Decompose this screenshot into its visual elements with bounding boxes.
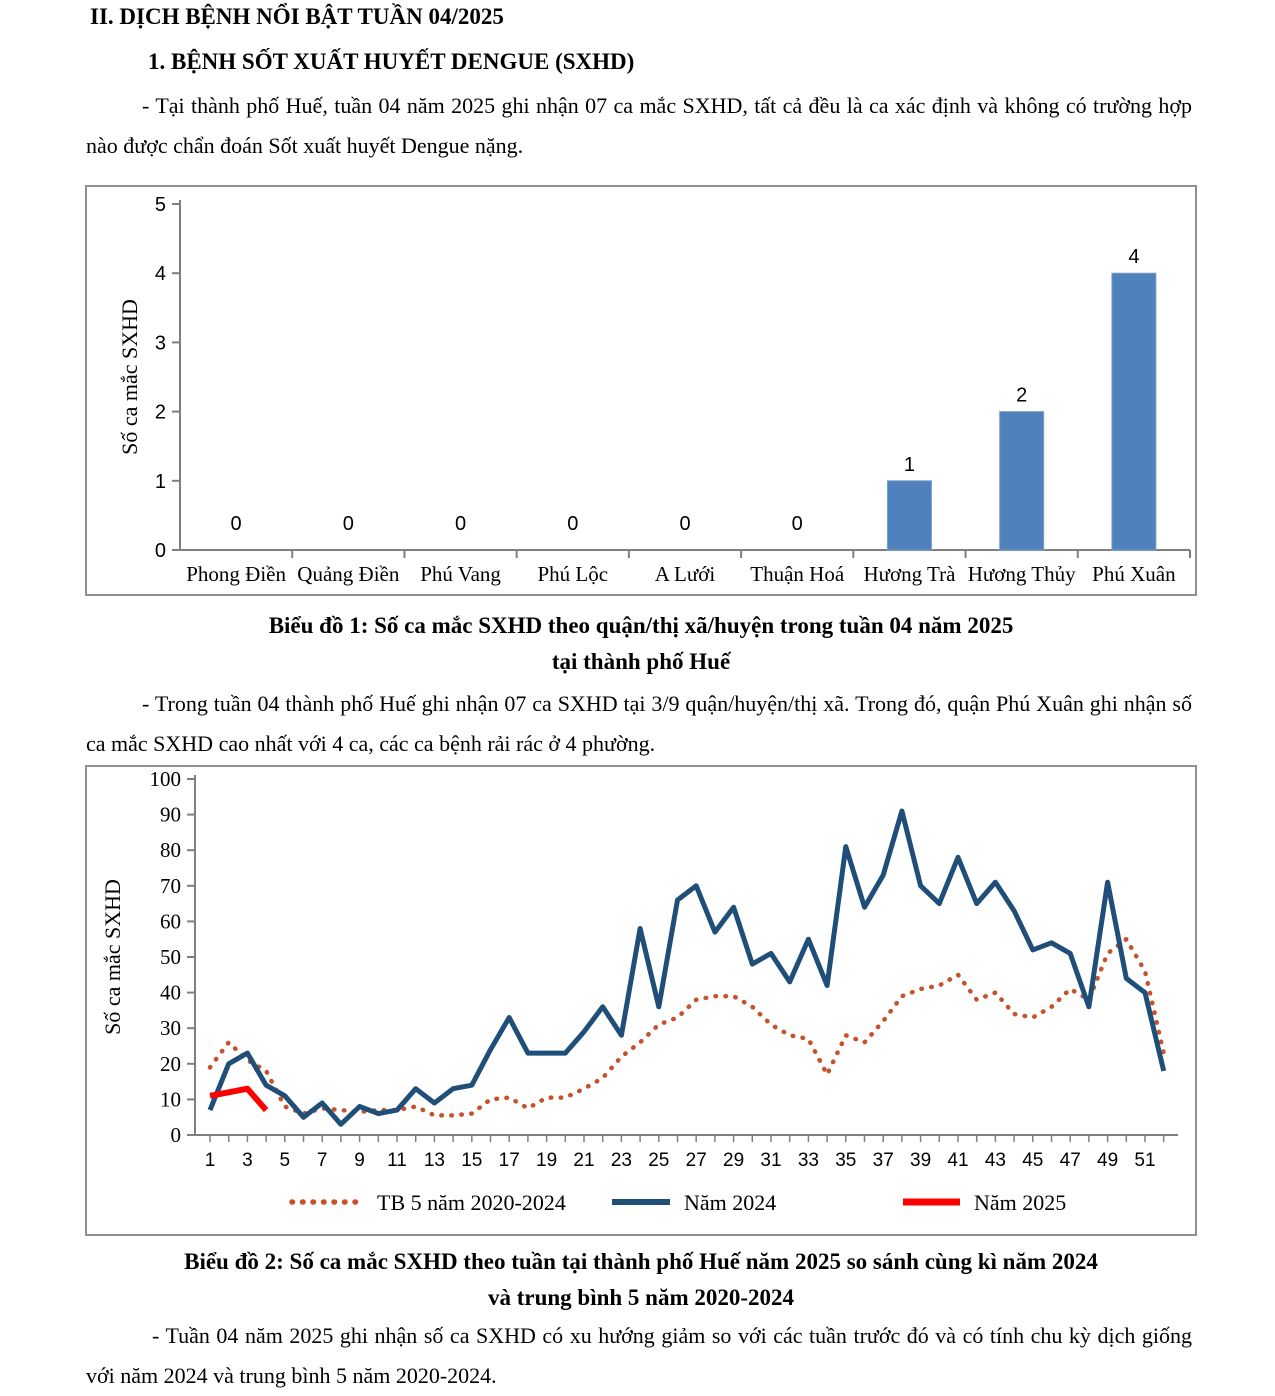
series-line-0 xyxy=(210,939,1164,1115)
bar-value-label: 2 xyxy=(1016,384,1028,407)
y-tick-label: 80 xyxy=(160,838,181,863)
x-category-label: Phong Điền xyxy=(186,562,286,586)
bar-value-label: 0 xyxy=(567,513,579,535)
series-line-1 xyxy=(210,811,1164,1124)
y-tick-label: 50 xyxy=(160,945,181,969)
bar-6 xyxy=(887,481,931,550)
x-tick-label: 7 xyxy=(316,1150,328,1171)
section-heading: II. DỊCH BỆNH NỔI BẬT TUẦN 04/2025 xyxy=(90,4,504,29)
x-tick-label: 23 xyxy=(610,1150,632,1171)
y-tick-label: 1 xyxy=(154,470,166,493)
x-tick-label: 13 xyxy=(423,1150,445,1171)
x-tick-label: 19 xyxy=(536,1150,558,1171)
bar-value-label: 0 xyxy=(791,513,803,535)
y-tick-label: 4 xyxy=(154,263,166,286)
x-category-label: Phú Xuân xyxy=(1092,562,1176,586)
y-axis-title: Số ca mắc SXHD xyxy=(100,879,125,1035)
y-tick-label: 5 xyxy=(154,194,166,216)
x-tick-label: 15 xyxy=(461,1150,483,1171)
line-chart-sxhd-by-week xyxy=(87,767,1195,1234)
y-tick-label: 3 xyxy=(154,332,166,355)
paragraph-week04: - Trong tuần 04 thành phố Huế ghi nhận 07 ca SXHD tại 3/9 quận/huyện/thị xã. Trong đó, quận Phú Xuân ghi nhận số ca mắc SXHD cao nhất với 4 ca, các ca bệnh rải rác ở 4 phường. xyxy=(86,691,1192,756)
x-category-label: Phú Lộc xyxy=(537,562,609,586)
chart1-caption-line2: tại thành phố Huế xyxy=(551,649,731,674)
bar-value-label: 0 xyxy=(454,513,467,535)
x-tick-label: 35 xyxy=(835,1150,857,1171)
x-category-label: Hương Trà xyxy=(863,562,956,586)
y-tick-label: 0 xyxy=(170,1123,181,1147)
x-tick-label: 45 xyxy=(1022,1150,1044,1171)
x-tick-label: 29 xyxy=(723,1150,745,1171)
x-tick-label: 39 xyxy=(910,1150,932,1171)
y-tick-label: 2 xyxy=(154,401,166,424)
y-axis-title: Số ca mắc SXHD xyxy=(117,299,142,455)
series-line-2 xyxy=(210,1089,266,1110)
chart1-caption xyxy=(85,608,1197,680)
bar-8 xyxy=(1112,273,1156,550)
x-tick-label: 5 xyxy=(279,1150,291,1171)
chart2-caption xyxy=(85,1244,1197,1316)
bar-value-label: 0 xyxy=(342,513,354,535)
bar-7 xyxy=(1000,412,1044,550)
y-tick-label: 10 xyxy=(160,1087,181,1112)
x-axis xyxy=(180,550,1190,586)
x-category-label: Thuận Hoá xyxy=(750,562,845,586)
x-category-label: Hương Thủy xyxy=(967,562,1076,586)
paragraph-intro: - Tại thành phố Huế, tuần 04 năm 2025 ghi nhận 07 ca mắc SXHD, tất cả đều là ca xác định và không có trường hợp nào được chẩn đoán Sốt xuất huyết Dengue nặng. xyxy=(86,93,1192,158)
x-tick-label: 17 xyxy=(498,1150,520,1171)
x-tick-label: 9 xyxy=(354,1150,365,1171)
chart2-caption-line2: và trung bình 5 năm 2020-2024 xyxy=(487,1285,795,1310)
chart1-frame xyxy=(85,185,1197,596)
x-axis xyxy=(195,1135,1178,1171)
y-tick-label: 20 xyxy=(160,1051,181,1076)
x-category-label: Quảng Điền xyxy=(297,562,400,586)
y-tick-label: 70 xyxy=(160,873,181,898)
x-tick-label: 37 xyxy=(872,1150,894,1171)
subsection-heading: 1. BỆNH SỐT XUẤT HUYẾT DENGUE (SXHD) xyxy=(148,49,635,74)
y-tick-label: 90 xyxy=(160,802,181,827)
chart1-caption-line1: Biểu đồ 1: Số ca mắc SXHD theo quận/thị xã/huyện trong tuần 04 năm 2025 xyxy=(268,613,1014,638)
legend-label-2: Năm 2025 xyxy=(974,1190,1067,1215)
chart2-caption-line1: Biểu đồ 2: Số ca mắc SXHD theo tuần tại thành phố Huế năm 2025 so sánh cùng kì năm 2024 xyxy=(184,1249,1098,1274)
paragraph-trend: - Tuần 04 năm 2025 ghi nhận số ca SXHD có xu hướng giảm so với các tuần trước đó và có tính chu kỳ dịch giống với năm 2024 và trung bình 5 năm 2020-2024. xyxy=(86,1323,1192,1388)
x-tick-label: 21 xyxy=(573,1150,595,1171)
legend xyxy=(292,1190,1066,1215)
x-tick-label: 27 xyxy=(685,1150,707,1171)
bars-group xyxy=(231,246,1156,550)
y-tick-label: 100 xyxy=(149,767,181,791)
x-tick-label: 47 xyxy=(1059,1150,1081,1171)
y-tick-label: 40 xyxy=(160,980,181,1005)
y-tick-label: 60 xyxy=(160,909,181,934)
x-tick-label: 49 xyxy=(1097,1150,1119,1171)
chart2-frame xyxy=(85,765,1197,1236)
bar-value-label: 4 xyxy=(1128,246,1140,269)
y-axis xyxy=(155,194,180,562)
legend-label-1: Năm 2024 xyxy=(684,1190,777,1215)
x-category-label: Phú Vang xyxy=(420,562,501,586)
bar-value-label: 0 xyxy=(230,513,242,535)
bar-value-label: 1 xyxy=(903,453,916,476)
bar-value-label: 0 xyxy=(679,513,691,535)
x-tick-label: 51 xyxy=(1134,1150,1156,1171)
x-tick-label: 41 xyxy=(947,1150,969,1171)
y-tick-label: 30 xyxy=(160,1016,181,1041)
x-tick-label: 1 xyxy=(204,1150,216,1171)
legend-label-0: TB 5 năm 2020-2024 xyxy=(377,1190,566,1215)
x-category-label: A Lưới xyxy=(654,562,716,586)
x-tick-label: 25 xyxy=(648,1150,670,1171)
y-tick-label: 0 xyxy=(154,540,166,562)
x-tick-label: 31 xyxy=(760,1150,782,1171)
x-tick-label: 33 xyxy=(797,1150,819,1171)
x-tick-label: 43 xyxy=(984,1150,1006,1171)
series-group xyxy=(210,811,1164,1124)
x-tick-label: 3 xyxy=(242,1150,253,1171)
y-axis xyxy=(150,767,196,1147)
x-tick-label: 11 xyxy=(387,1150,407,1171)
bar-chart-sxhd-by-district xyxy=(87,187,1195,594)
